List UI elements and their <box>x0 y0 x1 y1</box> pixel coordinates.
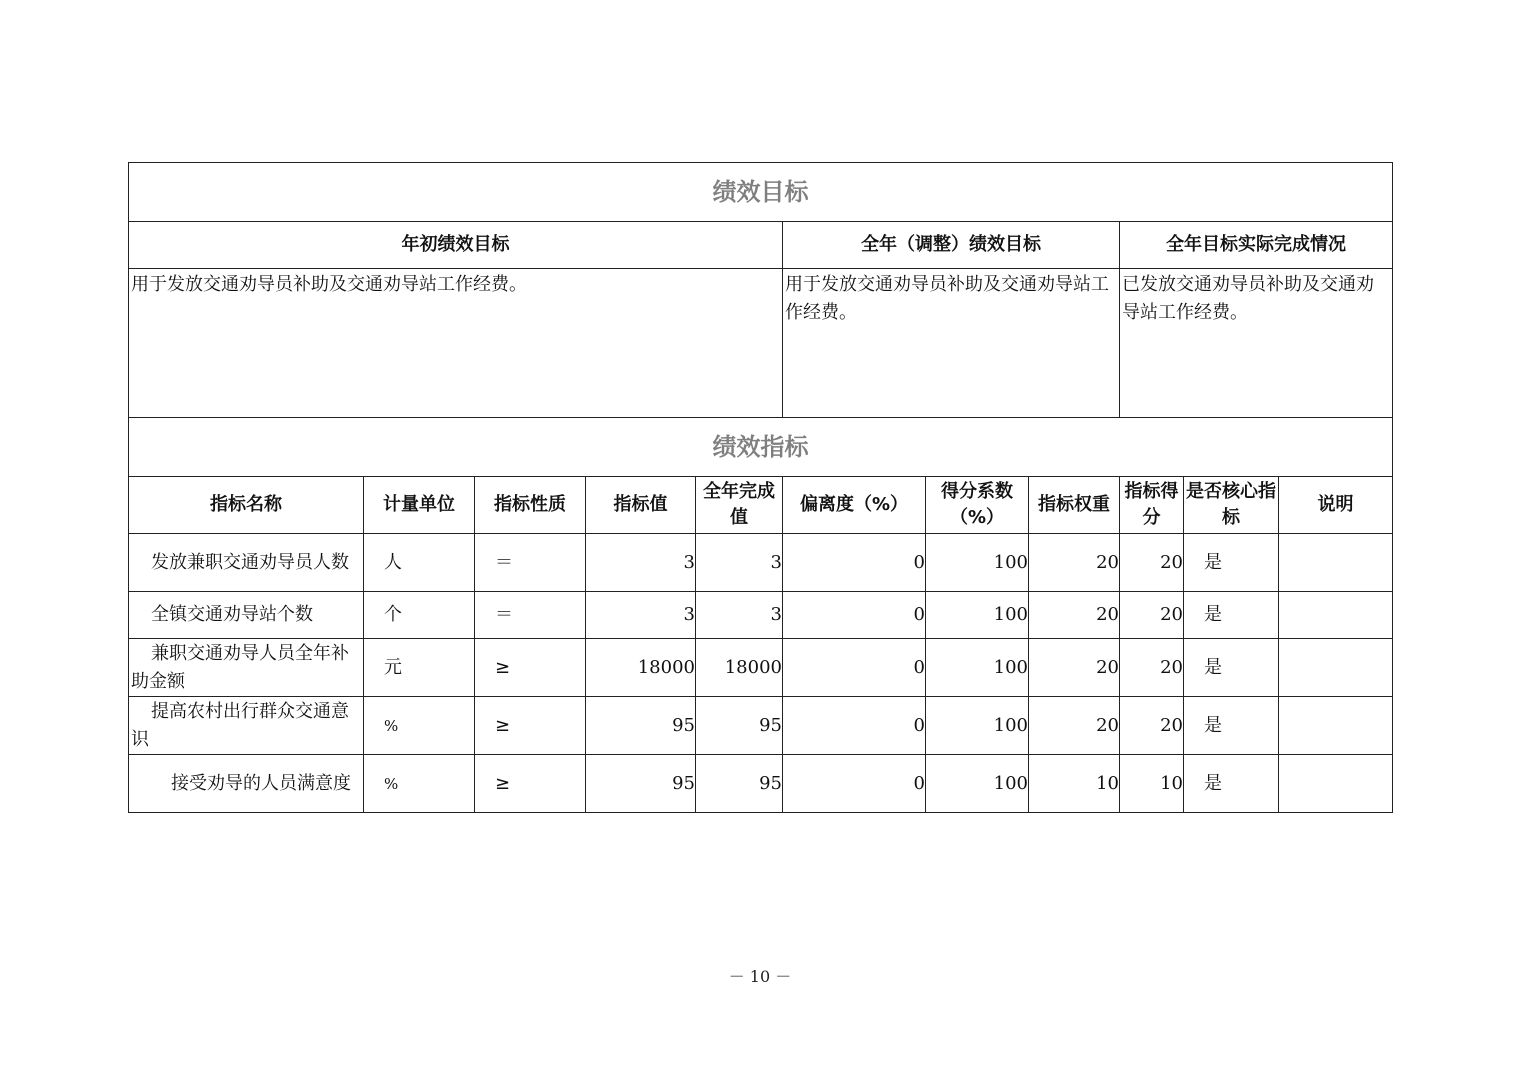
header-indicator-name: 指标名称 <box>129 477 364 534</box>
indicator-actual: 18000 <box>696 639 783 697</box>
indicator-deviation: 0 <box>783 534 926 592</box>
indicator-target: 95 <box>586 697 696 755</box>
indicator-deviation: 0 <box>783 592 926 639</box>
table-row <box>129 592 1393 639</box>
adjusted-goal-text: 用于发放交通劝导员补助及交通劝导站工作经费。 <box>783 269 1120 418</box>
header-unit: 计量单位 <box>364 477 475 534</box>
indicator-note <box>1279 639 1393 697</box>
indicator-actual: 3 <box>696 534 783 592</box>
indicator-weight: 20 <box>1029 534 1120 592</box>
performance-report-table <box>128 162 1392 813</box>
actual-completion-text: 已发放交通劝导员补助及交通劝导站工作经费。 <box>1120 269 1393 418</box>
table-row <box>129 755 1393 813</box>
indicator-note <box>1279 534 1393 592</box>
indicator-target: 3 <box>586 534 696 592</box>
indicator-coefficient: 100 <box>926 639 1029 697</box>
indicator-nature: ≥ <box>475 697 586 755</box>
indicator-target: 18000 <box>586 639 696 697</box>
indicator-target: 95 <box>586 755 696 813</box>
indicator-coefficient: 100 <box>926 534 1029 592</box>
table-row <box>129 639 1393 697</box>
indicator-weight: 10 <box>1029 755 1120 813</box>
indicator-deviation: 0 <box>783 697 926 755</box>
header-note: 说明 <box>1279 477 1393 534</box>
report-table <box>128 162 1393 813</box>
header-target-value: 指标值 <box>586 477 696 534</box>
indicator-core: 是 <box>1184 639 1279 697</box>
initial-goal-header: 年初绩效目标 <box>129 222 783 269</box>
indicator-core: 是 <box>1184 534 1279 592</box>
indicator-name: 发放兼职交通劝导员人数 <box>129 534 364 592</box>
indicator-core: 是 <box>1184 755 1279 813</box>
header-is-core: 是否核心指标 <box>1184 477 1279 534</box>
indicators-section-title: 绩效指标 <box>129 418 1393 477</box>
indicator-name: 接受劝导的人员满意度 <box>129 755 364 813</box>
indicator-actual: 95 <box>696 755 783 813</box>
indicator-weight: 20 <box>1029 592 1120 639</box>
indicator-score: 20 <box>1120 697 1184 755</box>
indicator-core: 是 <box>1184 592 1279 639</box>
indicator-nature: ≥ <box>475 639 586 697</box>
indicator-deviation: 0 <box>783 755 926 813</box>
indicator-note <box>1279 697 1393 755</box>
indicator-score: 10 <box>1120 755 1184 813</box>
initial-goal-text: 用于发放交通劝导员补助及交通劝导站工作经费。 <box>129 269 783 418</box>
indicator-deviation: 0 <box>783 639 926 697</box>
header-weight: 指标权重 <box>1029 477 1120 534</box>
indicator-note <box>1279 755 1393 813</box>
page-number: － 10 － <box>728 967 792 986</box>
goals-section-title: 绩效目标 <box>129 163 1393 222</box>
indicator-nature: ＝ <box>475 534 586 592</box>
header-score: 指标得分 <box>1120 477 1184 534</box>
indicator-name: 兼职交通劝导人员全年补助金额 <box>129 639 364 697</box>
indicator-core: 是 <box>1184 697 1279 755</box>
indicator-score: 20 <box>1120 639 1184 697</box>
indicator-name: 全镇交通劝导站个数 <box>129 592 364 639</box>
indicator-nature: ＝ <box>475 592 586 639</box>
indicator-note <box>1279 592 1393 639</box>
indicator-unit: % <box>364 697 475 755</box>
indicator-target: 3 <box>586 592 696 639</box>
table-row <box>129 534 1393 592</box>
indicator-unit: % <box>364 755 475 813</box>
actual-completion-header: 全年目标实际完成情况 <box>1120 222 1393 269</box>
indicator-actual: 3 <box>696 592 783 639</box>
indicator-coefficient: 100 <box>926 755 1029 813</box>
indicator-coefficient: 100 <box>926 592 1029 639</box>
indicator-score: 20 <box>1120 592 1184 639</box>
table-row <box>129 697 1393 755</box>
indicator-unit: 人 <box>364 534 475 592</box>
adjusted-goal-header: 全年（调整）绩效目标 <box>783 222 1120 269</box>
header-actual-value: 全年完成值 <box>696 477 783 534</box>
indicator-unit: 元 <box>364 639 475 697</box>
indicator-name: 提高农村出行群众交通意识 <box>129 697 364 755</box>
header-nature: 指标性质 <box>475 477 586 534</box>
indicator-unit: 个 <box>364 592 475 639</box>
indicator-coefficient: 100 <box>926 697 1029 755</box>
header-deviation: 偏离度（%） <box>783 477 926 534</box>
indicator-actual: 95 <box>696 697 783 755</box>
indicator-weight: 20 <box>1029 639 1120 697</box>
indicator-nature: ≥ <box>475 755 586 813</box>
indicator-weight: 20 <box>1029 697 1120 755</box>
indicator-score: 20 <box>1120 534 1184 592</box>
header-score-coefficient: 得分系数（%） <box>926 477 1029 534</box>
